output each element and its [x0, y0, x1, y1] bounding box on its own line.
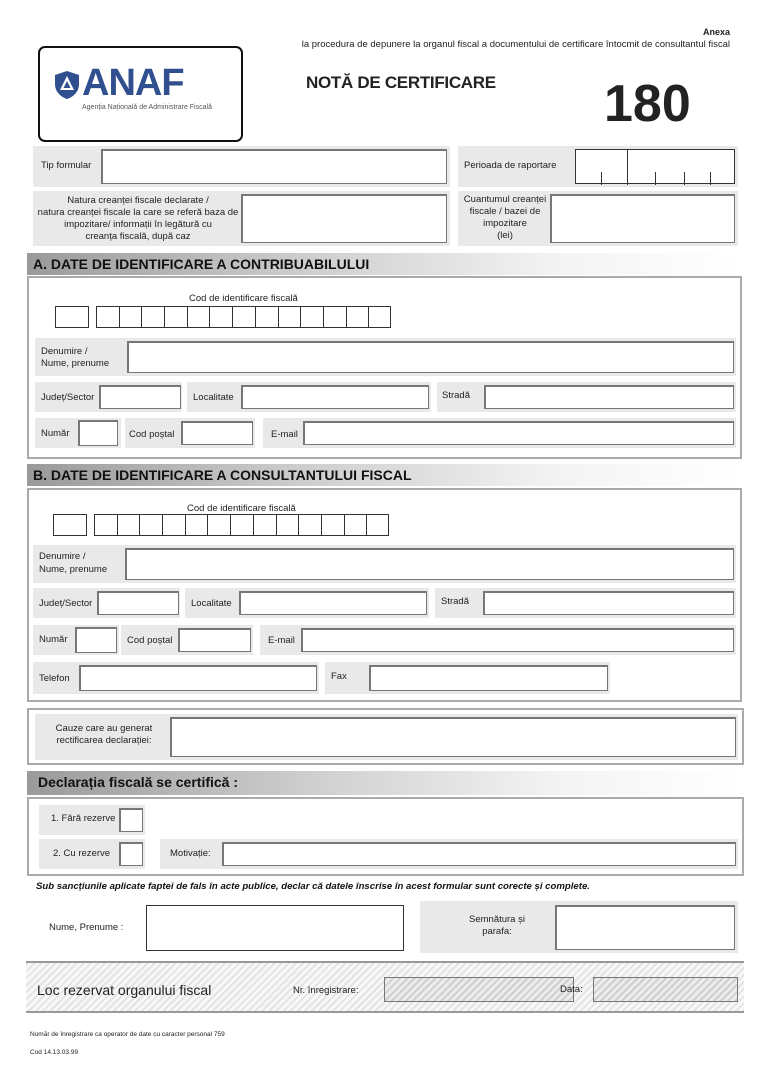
- email-input-b[interactable]: [301, 628, 734, 652]
- declaratie-title: Declarația fiscală se certifică :: [38, 774, 239, 790]
- declaratie-title-bar: [27, 771, 742, 795]
- nume-prenume-row: [33, 901, 407, 953]
- motivatie-input[interactable]: [222, 842, 736, 866]
- data-field: [593, 977, 738, 1002]
- tip-formular-label: Tip formular: [41, 160, 92, 171]
- email-label-b: E-mail: [268, 635, 295, 646]
- cu-rezerve-checkbox[interactable]: [119, 842, 143, 866]
- cod-postal-label-a: Cod poștal: [129, 429, 175, 440]
- strada-input-a[interactable]: [484, 385, 734, 409]
- cod-postal-label-b: Cod poștal: [127, 635, 173, 646]
- natura-row: [33, 191, 450, 246]
- judet-input-a[interactable]: [99, 385, 181, 409]
- cif-label-a: Cod de identificare fiscală: [189, 293, 298, 304]
- cif-label-b: Cod de identificare fiscală: [187, 503, 296, 514]
- loc-rezervat-bar: [26, 961, 744, 1013]
- cauze-row: [35, 714, 738, 760]
- tip-formular-row: [33, 146, 450, 187]
- cif-cells-b[interactable]: [94, 514, 389, 536]
- cuantum-label: Cuantumul creanței fiscale / bazei de impozitare (lei): [463, 194, 547, 241]
- perioada-label: Perioada de raportare: [464, 160, 557, 171]
- fax-label-b: Fax: [331, 671, 347, 682]
- localitate-input-a[interactable]: [241, 385, 429, 409]
- denumire-row-a: [35, 338, 736, 376]
- email-input-a[interactable]: [303, 421, 734, 445]
- strada-label-a: Stradă: [442, 390, 470, 401]
- cu-rezerve-row: [39, 839, 145, 869]
- email-label-a: E-mail: [271, 429, 298, 440]
- strada-row-a: [437, 382, 736, 412]
- cauze-label: Cauze care au generat rectificarea declarației:: [55, 723, 153, 746]
- judet-row-b: [33, 588, 180, 618]
- fara-rezerve-row: [39, 805, 145, 835]
- logo-subtitle: Agenția Națională de Administrare Fiscală: [82, 104, 212, 111]
- motivatie-row: [160, 839, 738, 869]
- denumire-input-a[interactable]: [127, 341, 734, 373]
- nume-prenume-label: Nume, Prenume :: [49, 922, 124, 933]
- anexa-description: la procedura de depunere la organul fiscal a documentului de certificare întocmit de consultantul fiscal: [301, 39, 730, 50]
- judet-input-b[interactable]: [97, 591, 179, 615]
- cif-cells-a[interactable]: [96, 306, 391, 328]
- motivatie-label: Motivație:: [170, 848, 211, 859]
- localitate-input-b[interactable]: [239, 591, 427, 615]
- cod-postal-input-a[interactable]: [181, 421, 253, 445]
- nr-inregistrare-field: [384, 977, 574, 1002]
- strada-label-b: Stradă: [441, 596, 469, 607]
- strada-row-b: [435, 588, 736, 618]
- footer-cod: Cod 14.13.03.99: [30, 1049, 79, 1056]
- fax-input-b[interactable]: [369, 665, 608, 691]
- strada-input-b[interactable]: [483, 591, 734, 615]
- telefon-row-b: [33, 662, 319, 694]
- semnatura-input[interactable]: [555, 905, 735, 950]
- email-row-b: [260, 625, 736, 655]
- declaratie-frame: [27, 797, 744, 876]
- cu-rezerve-label: 2. Cu rezerve: [53, 848, 111, 859]
- natura-input[interactable]: [241, 194, 447, 243]
- denumire-label-b: Denumire / Nume, prenume: [39, 551, 108, 575]
- telefon-label-b: Telefon: [39, 673, 70, 684]
- cuantum-input[interactable]: [550, 194, 735, 243]
- telefon-input-b[interactable]: [79, 665, 317, 691]
- loc-rezervat-title: Loc rezervat organului fiscal: [37, 982, 212, 998]
- cod-postal-input-b[interactable]: [178, 628, 251, 652]
- numar-label-a: Număr: [41, 428, 70, 439]
- denumire-input-b[interactable]: [125, 548, 734, 580]
- semnatura-row: [420, 901, 738, 953]
- form-number: 180: [604, 75, 691, 133]
- cod-postal-row-b: [121, 625, 253, 655]
- cif-prefix-b[interactable]: [53, 514, 87, 536]
- natura-label: Natura creanței fiscale declarate / natura creanței fiscale la care se referă baza de impozitare/ informații în legătură cu creanța fiscală, după caz: [37, 195, 239, 242]
- localitate-row-a: [187, 382, 431, 412]
- localitate-label-b: Localitate: [191, 598, 232, 609]
- judet-label-b: Județ/Sector: [39, 598, 93, 609]
- numar-input-b[interactable]: [75, 627, 117, 653]
- section-b-frame: [27, 488, 742, 702]
- numar-input-a[interactable]: [78, 420, 118, 446]
- anexa-label: Anexa: [702, 27, 730, 37]
- numar-label-b: Număr: [39, 634, 68, 645]
- cif-prefix-a[interactable]: [55, 306, 89, 328]
- localitate-label-a: Localitate: [193, 392, 234, 403]
- numar-row-a: [35, 418, 121, 448]
- declaratie-statement: Sub sancțiunile aplicate faptei de fals în acte publice, declar că datele înscrise în acest formular sunt corecte și complete.: [36, 881, 590, 892]
- section-a-title: A. DATE DE IDENTIFICARE A CONTRIBUABILULUI: [27, 253, 742, 275]
- tip-formular-input[interactable]: [101, 149, 447, 184]
- fax-row-b: [325, 662, 610, 694]
- logo-text: ANAF: [82, 62, 184, 104]
- numar-row-b: [33, 625, 119, 655]
- logo-box: [38, 46, 243, 142]
- judet-label-a: Județ/Sector: [41, 392, 95, 403]
- cauze-frame: [27, 708, 744, 765]
- email-row-a: [263, 418, 736, 448]
- nr-inregistrare-label: Nr. înregistrare:: [293, 985, 359, 996]
- cuantum-row: [458, 191, 738, 246]
- shield-icon: [54, 70, 80, 100]
- page-title: NOTĂ DE CERTIFICARE: [306, 73, 496, 92]
- nume-prenume-input[interactable]: [146, 905, 404, 951]
- judet-row-a: [35, 382, 182, 412]
- denumire-label-a: Denumire / Nume, prenume: [41, 346, 110, 369]
- section-b-title: B. DATE DE IDENTIFICARE A CONSULTANTULUI FISCAL: [27, 464, 742, 486]
- semnatura-label: Semnătura și parafa:: [469, 914, 525, 937]
- perioada-row: [458, 146, 738, 187]
- footer-operator: Număr de înregistrare ca operator de date cu caracter personal 759: [30, 1031, 225, 1038]
- denumire-row-b: [33, 545, 736, 583]
- fara-rezerve-label: 1. Fără rezerve: [51, 813, 116, 824]
- fara-rezerve-checkbox[interactable]: [119, 808, 143, 832]
- data-label: Data:: [560, 984, 583, 995]
- section-a-frame: [27, 276, 742, 459]
- localitate-row-b: [185, 588, 429, 618]
- perioada-input[interactable]: [575, 149, 735, 184]
- cod-postal-row-a: [125, 418, 255, 448]
- cauze-input[interactable]: [170, 717, 736, 757]
